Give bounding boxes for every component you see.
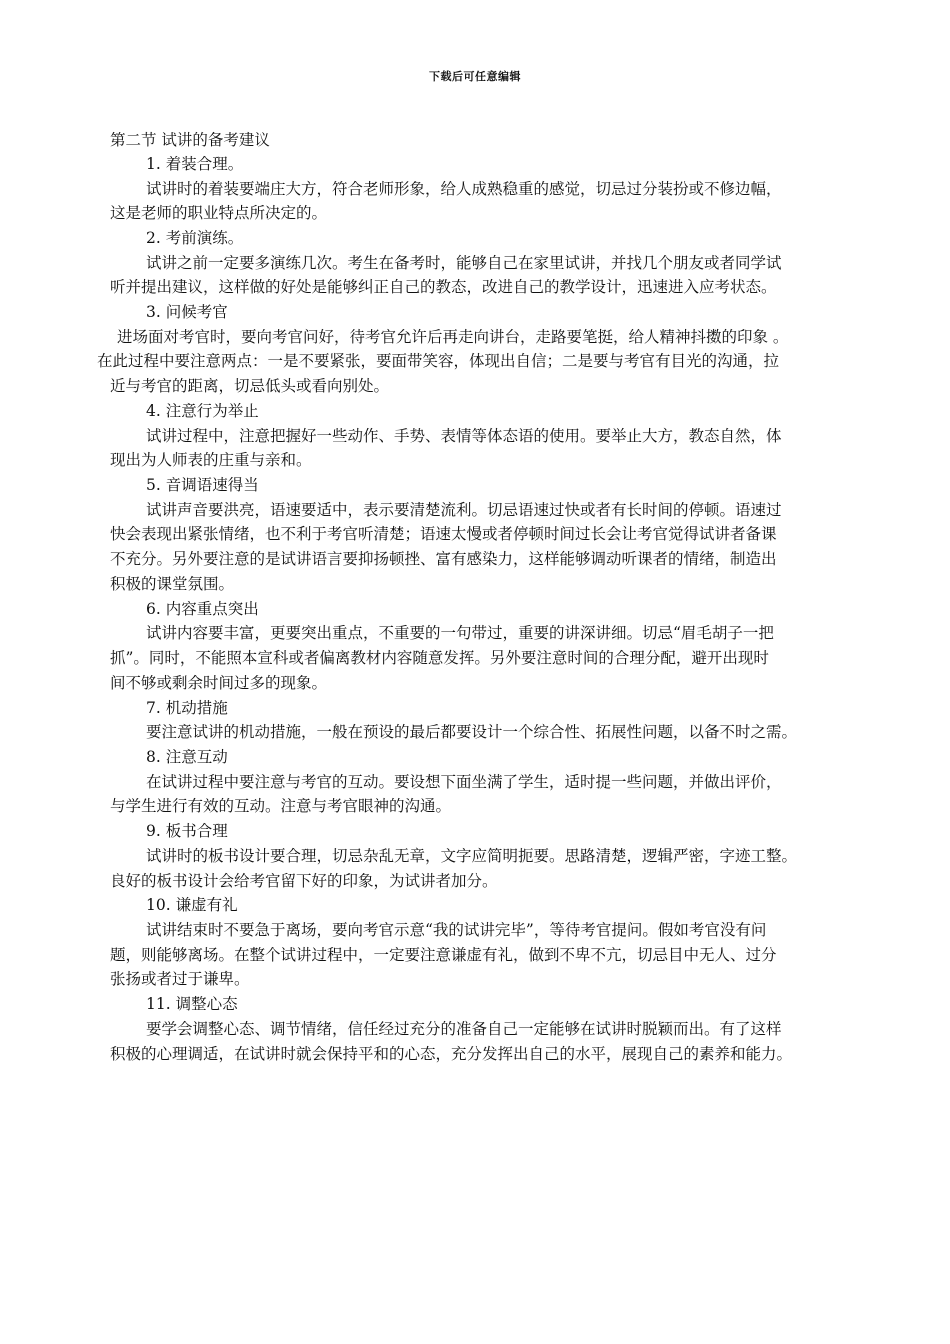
heading-11: 11. 调整心态 — [146, 995, 238, 1013]
paragraph-line: 抓”。同时，不能照本宣科或者偏离教材内容随意发挥。另外要注意时间的合理分配，避开出现时 — [110, 649, 769, 667]
paragraph-line: 现出为人师表的庄重与亲和。 — [110, 451, 312, 469]
heading-7: 7. 机动措施 — [146, 699, 228, 717]
heading-8: 8. 注意互动 — [146, 748, 228, 766]
paragraph-line: 试讲之前一定要多演练几次。考生在备考时，能够自己在家里试讲，并找几个朋友或者同学试 — [146, 254, 782, 272]
paragraph-line: 听并提出建议，这样做的好处是能够纠正自己的教态，改进自己的教学设计，迅速进入应考状态。 — [110, 278, 777, 296]
paragraph-line: 试讲内容要丰富，更要突出重点，不重要的一句带过，重要的讲深讲细。切忌“眉毛胡子一把 — [146, 624, 774, 642]
paragraph-line: 试讲过程中，注意把握好一些动作、手势、表情等体态语的使用。要举止大方，教态自然，体 — [146, 427, 782, 445]
paragraph-line: 快会表现出紧张情绪，也不利于考官听清楚；语速太慢或者停顿时间过长会让考官觉得试讲者备课 — [110, 525, 777, 543]
paragraph-line: 试讲声音要洪亮，语速要适中，表示要清楚流利。切忌语速过快或者有长时间的停顿。语速过 — [146, 501, 782, 519]
paragraph-line: 进场面对考官时，要向考官问好，待考官允许后再走向讲台，走路要笔挺，给人精神抖擞的印象 。 — [117, 328, 789, 346]
heading-6: 6. 内容重点突出 — [146, 600, 259, 618]
paragraph-line: 这是老师的职业特点所决定的。 — [110, 204, 328, 222]
paragraph-line: 试讲结束时不要急于离场，要向考官示意“我的试讲完毕”，等待考官提问。假如考官没有问 — [146, 921, 767, 939]
paragraph-line: 试讲时的着装要端庄大方，符合老师形象，给人成熟稳重的感觉，切忌过分装扮或不修边幅， — [146, 180, 782, 198]
paragraph-line: 积极的心理调适，在试讲时就会保持平和的心态，充分发挥出自己的水平，展现自己的素养和能力。 — [110, 1045, 793, 1063]
paragraph-line: 要注意试讲的机动措施，一般在预设的最后都要设计一个综合性、拓展性问题，以备不时之需。 — [146, 723, 798, 741]
paragraph-line: 试讲时的板书设计要合理，切忌杂乱无章，文字应简明扼要。思路清楚，逻辑严密，字迹工整。 — [146, 847, 798, 865]
heading-5: 5. 音调语速得当 — [146, 476, 259, 494]
heading-10: 10. 谦虚有礼 — [146, 896, 238, 914]
paragraph-line: 近与考官的距离，切忌低头或看向别处。 — [110, 377, 390, 395]
paragraph-line: 良好的板书设计会给考官留下好的印象，为试讲者加分。 — [110, 872, 498, 890]
paragraph-line: 题，则能够离场。在整个试讲过程中，一定要注意谦虚有礼，做到不卑不亢，切忌目中无人、过分 — [110, 946, 777, 964]
paragraph-line: 张扬或者过于谦卑。 — [110, 970, 250, 988]
heading-3: 3. 问候考官 — [146, 303, 228, 321]
paragraph-line: 与学生进行有效的互动。注意与考官眼神的沟通。 — [110, 797, 452, 815]
section-title: 第二节 试讲的备考建议 — [110, 131, 270, 149]
paragraph-line: 不充分。另外要注意的是试讲语言要抑扬顿挫、富有感染力，这样能够调动听课者的情绪，制造出 — [110, 550, 777, 568]
heading-4: 4. 注意行为举止 — [146, 402, 259, 420]
paragraph-line: 间不够或剩余时间过多的现象。 — [110, 674, 328, 692]
heading-1: 1. 着装合理。 — [146, 155, 244, 173]
heading-2: 2. 考前演练。 — [146, 229, 244, 247]
paragraph-line: 积极的课堂氛围。 — [110, 575, 235, 593]
paragraph-line: 在试讲过程中要注意与考官的互动。要设想下面坐满了学生，适时提一些问题，并做出评价， — [146, 773, 782, 791]
paragraph-line: 在此过程中要注意两点：一是不要紧张，要面带笑容，体现出自信；二是要与考官有目光的沟通，拉 — [97, 352, 780, 370]
heading-9: 9. 板书合理 — [146, 822, 228, 840]
page-header: 下载后可任意编辑 — [429, 70, 521, 83]
paragraph-line: 要学会调整心态、调节情绪，信任经过充分的准备自己一定能够在试讲时脱颖而出。有了这样 — [146, 1020, 782, 1038]
